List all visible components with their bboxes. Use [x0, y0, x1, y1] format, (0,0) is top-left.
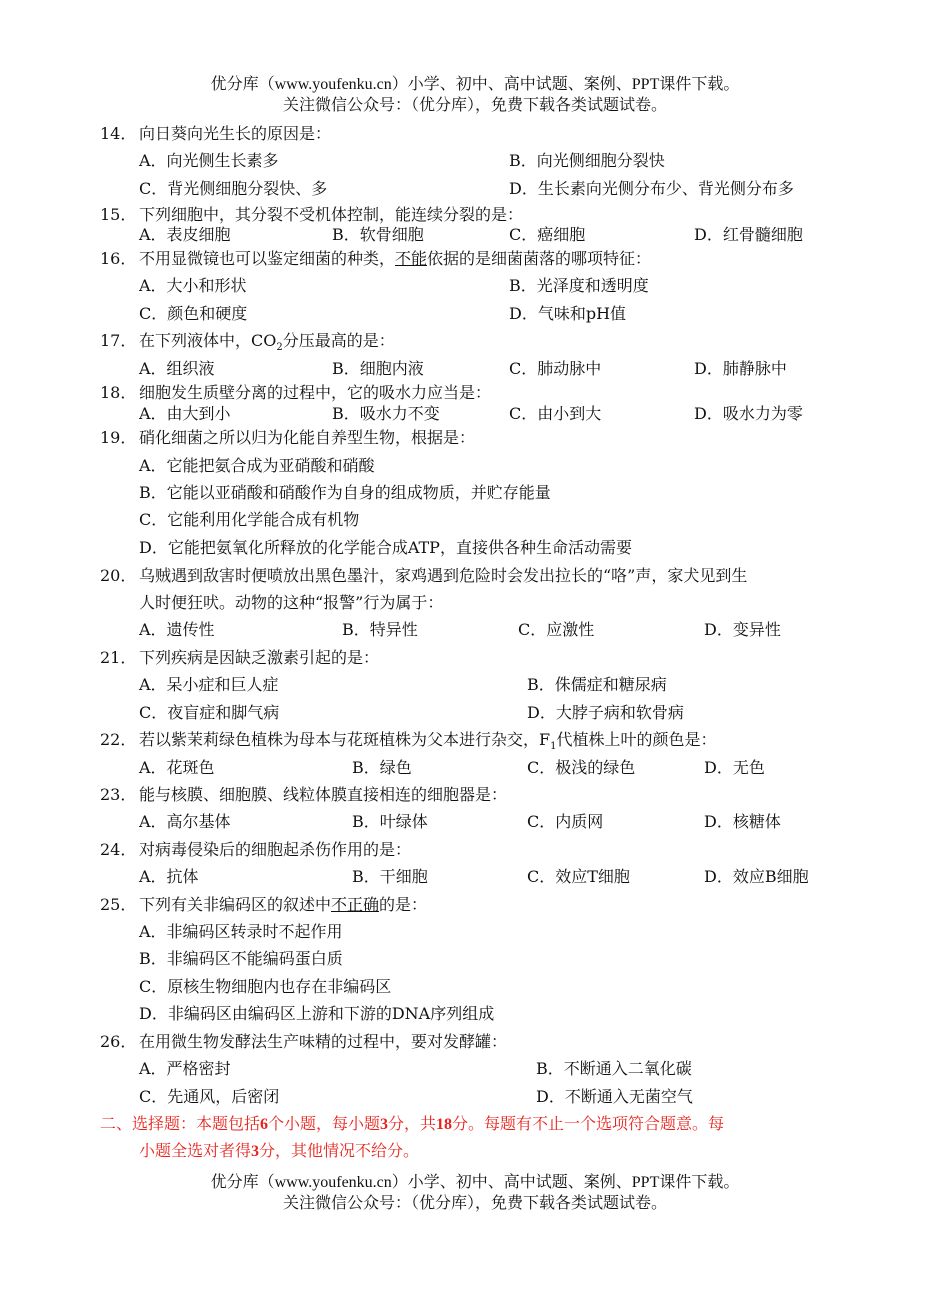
- option-b: B．吸水力不变: [332, 404, 440, 423]
- option-d: D．大脖子病和软骨病: [527, 703, 684, 722]
- question-number: 15．: [100, 205, 137, 224]
- option-d: D．吸水力为零: [694, 404, 803, 423]
- option-a: A．花斑色: [139, 758, 215, 777]
- option-c: C．颜色和硬度: [139, 304, 248, 323]
- option-b: B．非编码区不能编码蛋白质: [139, 949, 343, 968]
- option-d: D．气味和pH值: [509, 304, 627, 323]
- option-b: B．绿色: [352, 758, 412, 777]
- question-stem-line-2: 人时便狂吠。动物的这种“报警”行为属于：: [139, 593, 444, 612]
- underlined-keyword: 不能: [395, 249, 428, 268]
- section-two-heading-line-1: 二、选择题：本题包括6个小题，每小题3分，共18分。每题有不止一个选项符合题意。每: [100, 1114, 725, 1133]
- question-stem: 细胞发生质壁分离的过程中，它的吸水力应当是：: [139, 383, 492, 402]
- option-c: C．效应T细胞: [527, 867, 630, 886]
- question-number: 16．: [100, 249, 137, 268]
- option-d: D．核糖体: [704, 812, 781, 831]
- option-a: A．严格密封: [139, 1059, 231, 1078]
- option-c: C．肺动脉中: [509, 359, 602, 378]
- question-stem: 在用微生物发酵法生产味精的过程中，要对发酵罐：: [139, 1032, 508, 1051]
- question-number: 19．: [100, 428, 137, 447]
- option-c: C．应激性: [518, 620, 595, 639]
- option-b: B．特异性: [342, 620, 418, 639]
- option-c: C．它能利用化学能合成有机物: [139, 510, 360, 529]
- option-a: A．抗体: [139, 867, 199, 886]
- option-d: D．非编码区由编码区上游和下游的DNA序列组成: [139, 1004, 495, 1023]
- option-d: D．它能把氨氧化所释放的化学能合成ATP，直接供各种生命活动需要: [139, 538, 632, 557]
- question-number: 20．: [100, 566, 137, 585]
- option-a: A．组织液: [139, 359, 215, 378]
- question-stem-line-1: 乌贼遇到敌害时便喷放出黑色墨汁，家鸡遇到危险时会发出拉长的“咯”声，家犬见到生: [139, 566, 748, 585]
- option-b: B．软骨细胞: [332, 225, 424, 244]
- option-d: D．红骨髓细胞: [694, 225, 803, 244]
- option-d: D．生长素向光侧分布少、背光侧分布多: [509, 179, 794, 198]
- option-c: C．癌细胞: [509, 225, 586, 244]
- option-d: D．肺静脉中: [694, 359, 787, 378]
- footer-line-1: 优分库（www.youfenku.cn）小学、初中、高中试题、案例、PPT课件下载。: [210, 1174, 740, 1191]
- question-stem: 下列细胞中，其分裂不受机体控制，能连续分裂的是：: [139, 205, 524, 224]
- option-d: D．不断通入无菌空气: [536, 1087, 693, 1106]
- question-number: 24．: [100, 840, 137, 859]
- option-b: B．它能以亚硝酸和硝酸作为自身的组成物质，并贮存能量: [139, 483, 551, 502]
- question-stem: 向日葵向光生长的原因是：: [139, 124, 332, 143]
- question-number: 22．: [100, 730, 137, 749]
- option-a: A．大小和形状: [139, 276, 247, 295]
- footer-line-2: 关注微信公众号：（优分库），免费下载各类试题试卷。: [282, 1195, 667, 1212]
- option-d: D．变异性: [704, 620, 781, 639]
- option-c: C．由小到大: [509, 404, 602, 423]
- option-b: B．干细胞: [352, 867, 428, 886]
- option-c: C．背光侧细胞分裂快、多: [139, 179, 328, 198]
- question-stem: 下列疾病是因缺乏激素引起的是：: [139, 648, 380, 667]
- question-number: 23．: [100, 785, 137, 804]
- option-a: A．遗传性: [139, 620, 215, 639]
- question-number: 26．: [100, 1032, 137, 1051]
- header-line-1: 优分库（www.youfenku.cn）小学、初中、高中试题、案例、PPT课件下载。: [210, 76, 740, 93]
- option-b: B．侏儒症和糖尿病: [527, 675, 667, 694]
- question-stem: 不用显微镜也可以鉴定细菌的种类，不能依据的是细菌菌落的哪项特征：: [139, 249, 652, 268]
- option-d: D．无色: [704, 758, 765, 777]
- option-c: C．内质网: [527, 812, 604, 831]
- question-stem: 对病毒侵染后的细胞起杀伤作用的是：: [139, 840, 412, 859]
- option-b: B．光泽度和透明度: [509, 276, 649, 295]
- underlined-keyword: 不正确: [331, 895, 380, 914]
- option-a: A．表皮细胞: [139, 225, 231, 244]
- question-number: 14．: [100, 124, 137, 143]
- section-two-heading-line-2: 小题全选对者得3分，其他情况不给分。: [139, 1141, 420, 1160]
- option-c: C．原核生物细胞内也存在非编码区: [139, 977, 392, 996]
- question-number: 18．: [100, 383, 137, 402]
- option-c: C．先通风，后密闭: [139, 1087, 280, 1106]
- question-number: 25．: [100, 895, 137, 914]
- option-b: B．叶绿体: [352, 812, 428, 831]
- option-a: A．呆小症和巨人症: [139, 675, 279, 694]
- option-a: A．向光侧生长素多: [139, 151, 279, 170]
- option-b: B．不断通入二氧化碳: [536, 1059, 692, 1078]
- option-d: D．效应B细胞: [704, 867, 809, 886]
- question-stem: 硝化细菌之所以归为化能自养型生物，根据是：: [139, 428, 476, 447]
- question-number: 21．: [100, 648, 137, 667]
- option-b: B．细胞内液: [332, 359, 424, 378]
- option-a: A．它能把氨合成为亚硝酸和硝酸: [139, 456, 375, 475]
- option-a: A．高尔基体: [139, 812, 231, 831]
- question-stem: 能与核膜、细胞膜、线粒体膜直接相连的细胞器是：: [139, 785, 508, 804]
- question-stem: 在下列液体中，$CO_2$分压最高的是：: [139, 331, 395, 354]
- question-number: 17．: [100, 331, 137, 350]
- option-b: B．向光侧细胞分裂快: [509, 151, 665, 170]
- option-a: A．由大到小: [139, 404, 231, 423]
- header-line-2: 关注微信公众号：（优分库），免费下载各类试题试卷。: [282, 97, 667, 114]
- option-a: A．非编码区转录时不起作用: [139, 922, 343, 941]
- option-c: C．极浅的绿色: [527, 758, 636, 777]
- question-stem: 下列有关非编码区的叙述中不正确的是：: [139, 895, 428, 914]
- option-c: C．夜盲症和脚气病: [139, 703, 280, 722]
- question-stem: 若以紫茉莉绿色植株为母本与花斑植株为父本进行杂交，$F_1$代植株上叶的颜色是：: [139, 730, 717, 753]
